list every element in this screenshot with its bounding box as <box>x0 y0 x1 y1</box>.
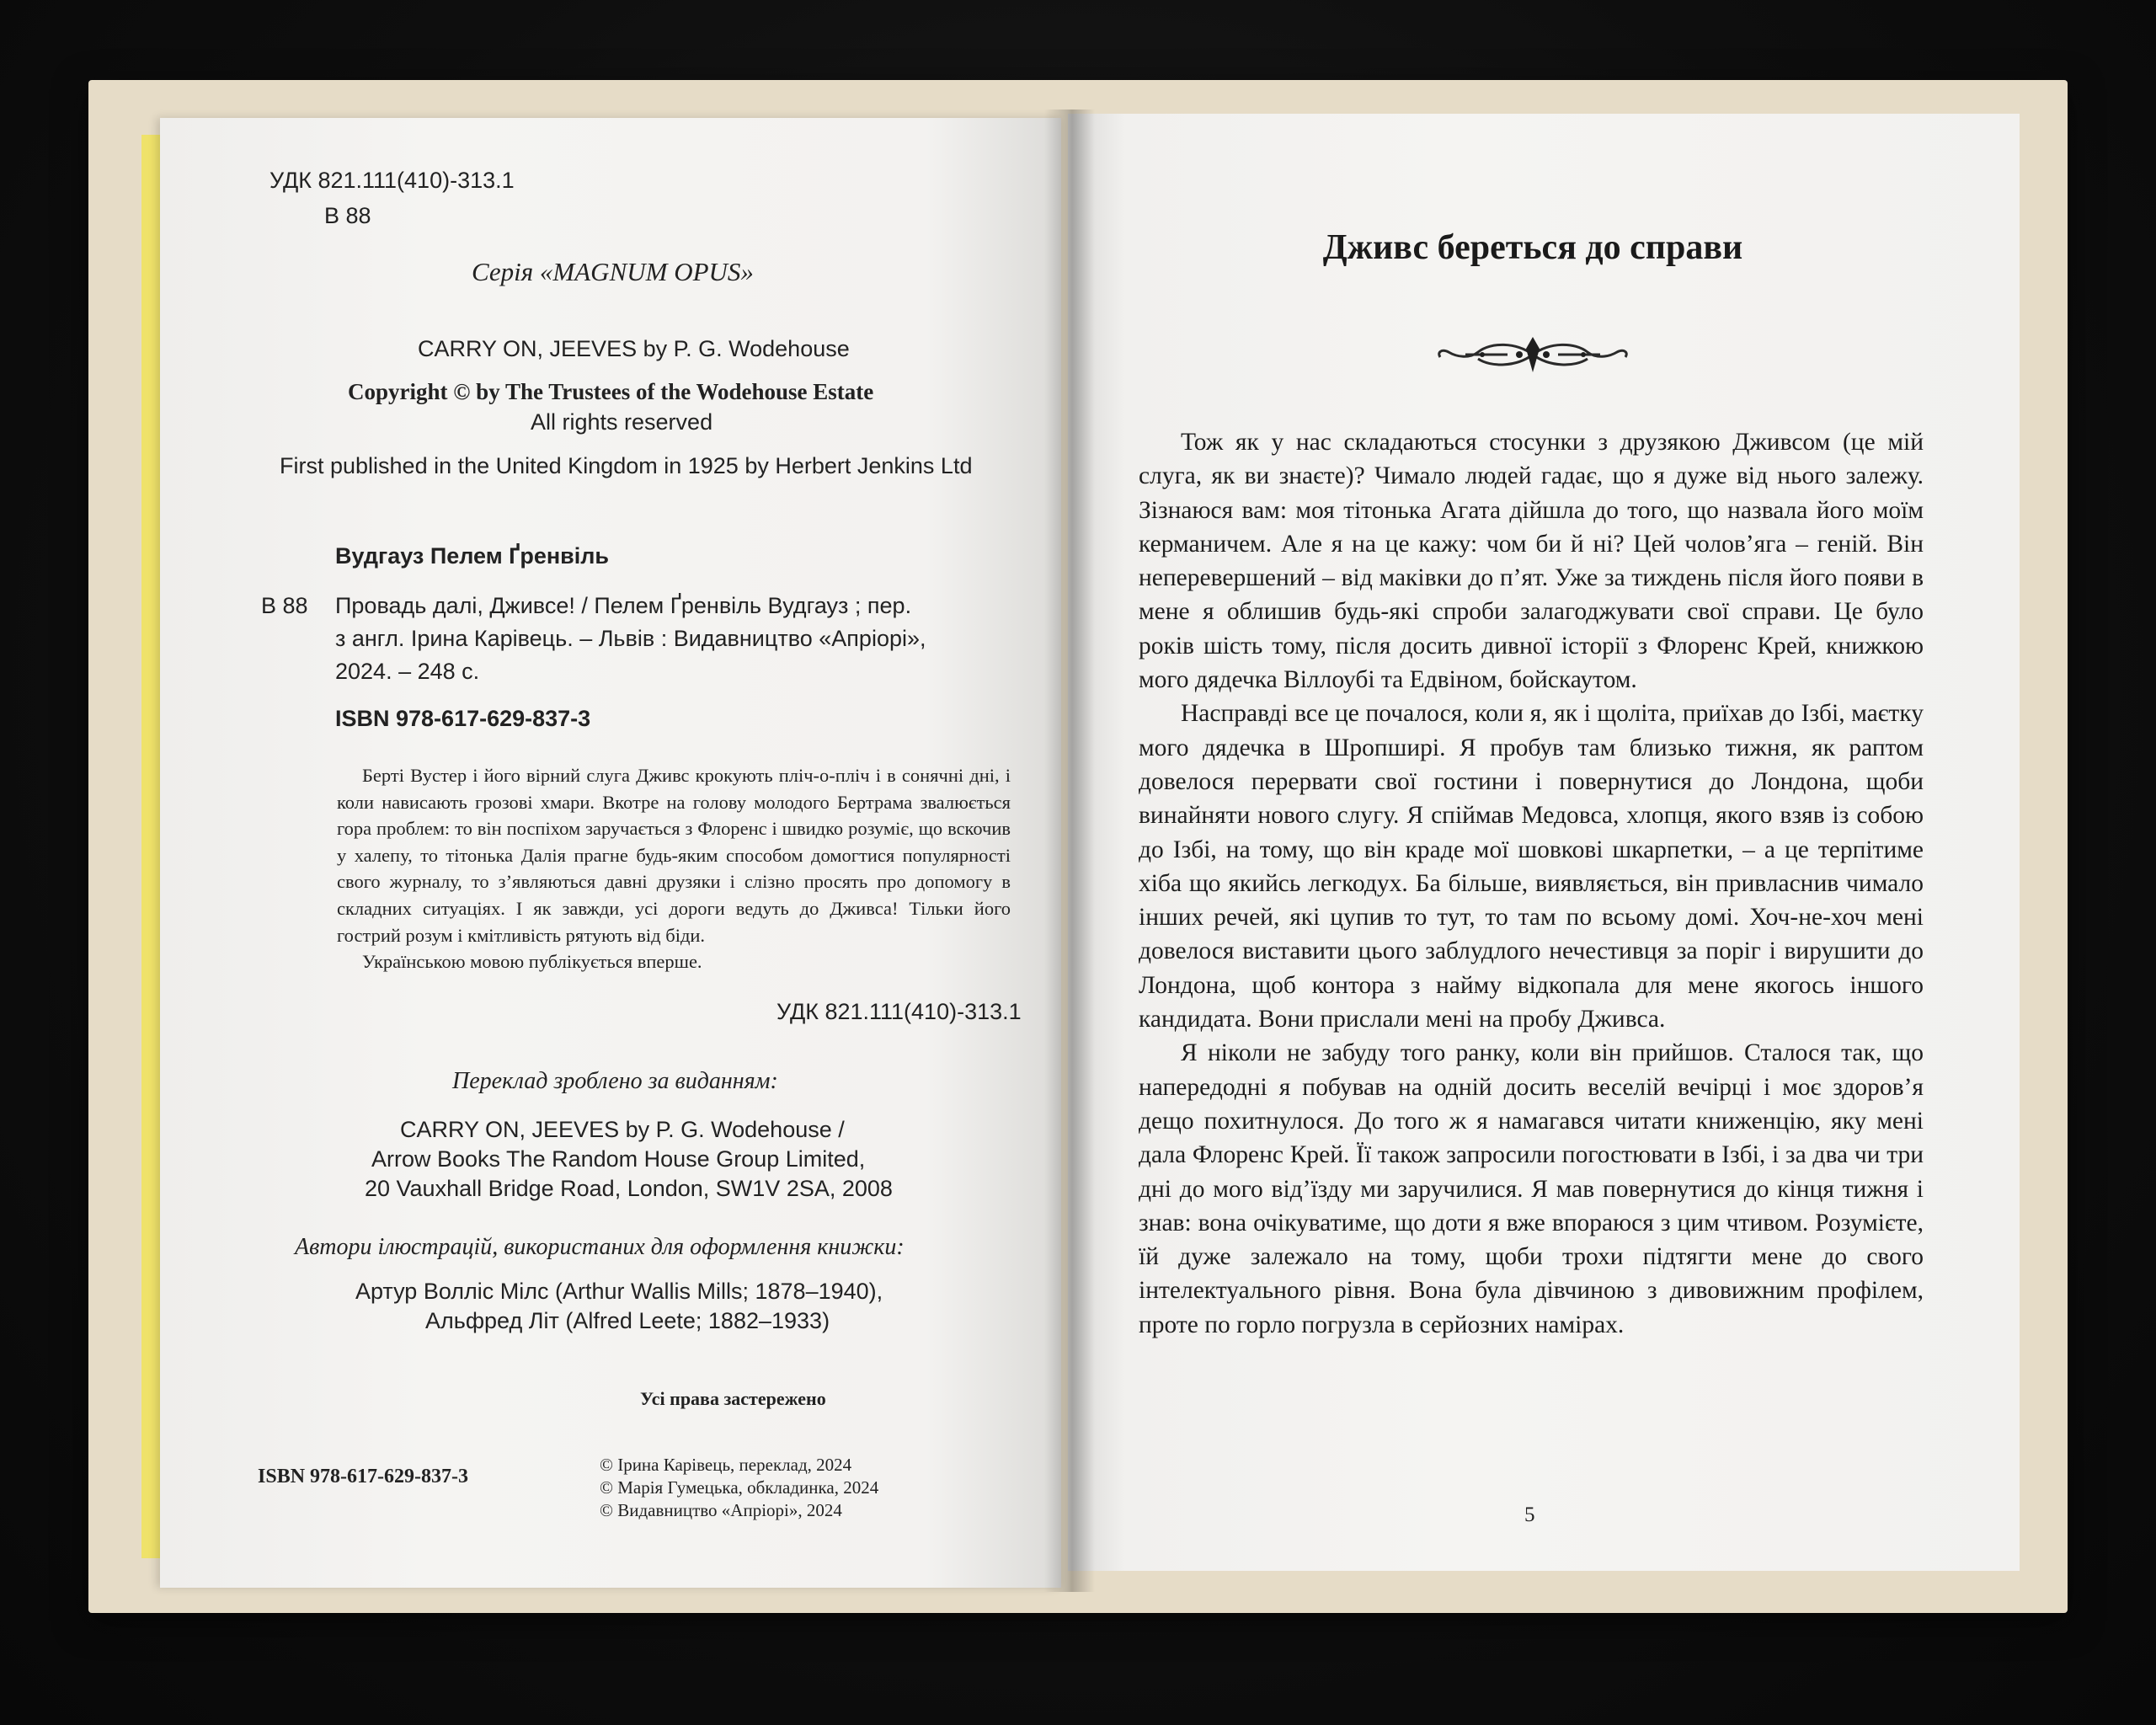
author-heading: Вудгауз Пелем Ґренвіль <box>335 543 609 569</box>
author-mark: В 88 <box>261 593 308 618</box>
source-line-3: 20 Vauxhall Bridge Road, London, SW1V 2SA, 2008 <box>365 1176 893 1201</box>
author-mark-top: В 88 <box>324 203 371 228</box>
paragraph-2: Насправді все це почалося, коли я, як і щоліта, приїхав до Ізбі, маєтку мого дядечка в Шропширі. Я пробув там близько тижня, як раптом довелося перервати свої гостини і повернутися до Лондона, щоби винайняти нового слугу. Я спіймав Медовса, хлопця, якого взяв із собою до Ізбі, на тому, що він краде мої шовкові шкарпетки, – а це терпітиме хіба що якийсь легкодух. Ба більше, виявляється, він привласнив чимало інших речей, які цупив то тут, то там по всьому домі. Хоч-не-хоч мені довелося виставити цього заблудлого нечестивця за поріг і вирушити до Лондона, щоб контора з найму відкопала для мене якогось іншого кандидата. Вони прислали мені на пробу Дживса. <box>1139 700 1924 1033</box>
annotation-block <box>337 762 1011 975</box>
credit-1: © Ірина Карівець, переклад, 2024 <box>600 1455 852 1475</box>
illustrator-line-1: Артур Волліс Мілс (Arthur Wallis Mills; 1878–1940), <box>355 1279 883 1304</box>
translation-heading: Переклад зроблено за виданням: <box>452 1068 778 1094</box>
page-number: 5 <box>1524 1503 1535 1526</box>
source-line-2: Arrow Books The Random House Group Limited, <box>371 1146 866 1172</box>
series-label: Серія «MAGNUM OPUS» <box>472 257 754 286</box>
chapter-title: Дживс береться до справи <box>1322 228 1743 267</box>
ornament-divider <box>1432 334 1634 376</box>
illustrator-line-2: Альфред Літ (Alfred Leete; 1882–1933) <box>425 1308 830 1333</box>
udc-top: УДК 821.111(410)-313.1 <box>270 168 515 193</box>
rights-line: All rights reserved <box>531 409 713 435</box>
credit-2: © Марія Гумецька, обкладинка, 2024 <box>600 1477 879 1498</box>
original-title: CARRY ON, JEEVES by P. G. Wodehouse <box>418 336 850 361</box>
isbn-bottom: ISBN 978-617-629-837-3 <box>258 1466 468 1487</box>
paragraph-1: Тож як у нас складаються стосунки з друзякою Дживсом (це мій слуга, як ви знаєте)? Чимало людей гадає, що я дуже від нього залежу. Зізнаюся вам: моя тітонька Агата дійшла до того, що назвала його моїм керманичем. Але я на це кажу: чом би й ні? Цей чолов’яга – геній. Він неперевершений – від маківки до п’ят. Уже за тиждень після його появи в мене я облишив будь-які спроби залагоджувати свої справи. Це було років шість тому, після досить дивної історії з Флоренс Крей, книжкою мого дядечка Віллоубі та Едвіном, бойскаутом. <box>1139 429 1924 694</box>
source-line-1: CARRY ON, JEEVES by P. G. Wodehouse / <box>400 1117 845 1142</box>
isbn-mid: ISBN 978-617-629-837-3 <box>335 706 591 731</box>
all-rights-reserved: Усі права застережено <box>640 1388 826 1409</box>
copyright-line: Copyright © by The Trustees of the Wodehouse Estate <box>348 379 874 404</box>
bib-line-1: Провадь далі, Дживсе! / Пелем Ґренвіль Вудгауз ; пер. <box>335 593 912 618</box>
illustrators-heading: Автори ілюстрацій, використаних для оформлення книжки: <box>295 1234 905 1260</box>
bib-line-3: 2024. – 248 с. <box>335 659 480 684</box>
first-published: First published in the United Kingdom in 1925 by Herbert Jenkins Ltd <box>280 453 973 478</box>
chapter-body <box>1139 425 1924 1342</box>
udc-bottom: УДК 821.111(410)-313.1 <box>776 999 1022 1024</box>
annotation-note: Українською мовою публікується вперше. <box>362 951 702 973</box>
book-gutter <box>1044 109 1095 1592</box>
paragraph-3: Я ніколи не забуду того ранку, коли він прийшов. Сталося так, що напередодні я побував на одній досить веселій вечірці і моє здоров’я дещо похитнулося. До того ж я намагався читати книженцію, яку мені дала Флоренс Крей. Її також запросили погостювати в Ізбі, і за два чи три дні до мого від’їзду ми заручилися. Я мав повернутися до кінця тижня і знав: вона очікуватиме, що доти я вже впораюся з цим чтивом. Розумієте, їй дуже залежало на тому, щоби трохи підтягти мене до свого інтелектуального рівня. Вона була дівчиною з дивовижним профілем, проте по горло погрузла в серйозних намірах. <box>1139 1039 1924 1338</box>
bib-line-2: з англ. Ірина Карівець. – Львів : Видавництво «Апріорі», <box>335 626 926 651</box>
annotation-text: Берті Вустер і його вірний слуга Дживс крокують пліч-о-пліч і в сонячні дні, і коли нависають грозові хмари. Вкотре на голову молодого Бертрама звалюється гора проблем: то він поспіхом заручається з Флоренс і швидко розуміє, що вскочив у халепу, то тітонька Далія прагне будь-яким способом домогтися популярності свого журналу, то з’являються давні друзяки і слізно просять про допомогу в складних ситуаціях. І як завжди, усі дороги ведуть до Дживса! Тільки його гострий розум і кмітливість рятують від біди. <box>337 765 1011 946</box>
credit-3: © Видавництво «Апріорі», 2024 <box>600 1500 842 1520</box>
